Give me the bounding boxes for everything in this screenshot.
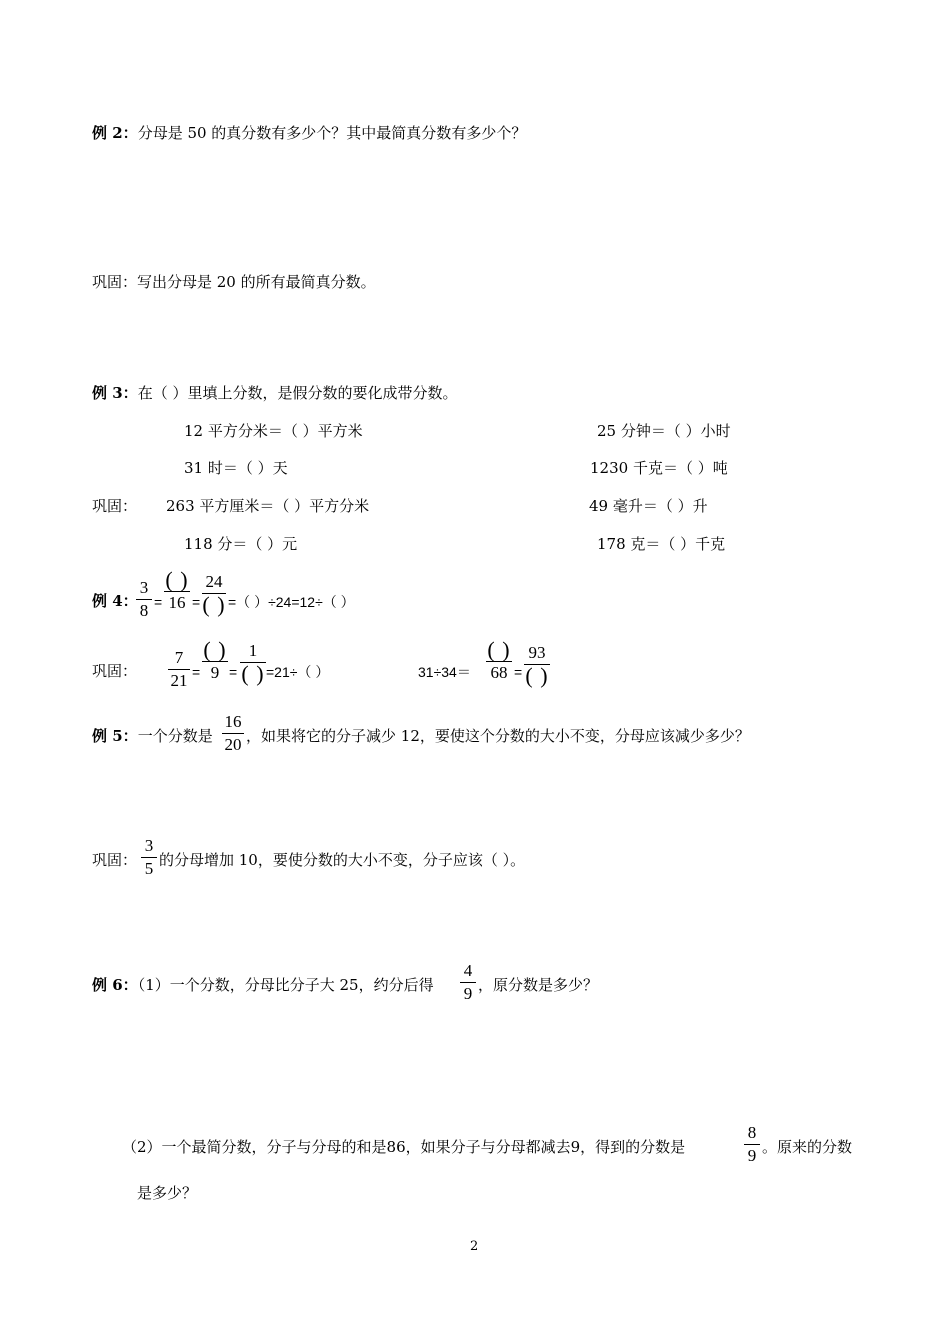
fraction-denominator: 9 bbox=[463, 984, 473, 1003]
fraction-denominator: 9 bbox=[210, 663, 220, 682]
example-6-q1-text-after: ，原分数是多少？ bbox=[478, 976, 599, 994]
fraction-bar bbox=[460, 982, 476, 983]
example-3-practice-item-2: 49 毫升＝（ ）升 bbox=[589, 497, 708, 515]
fraction-bar bbox=[168, 669, 190, 670]
fraction-bar bbox=[222, 733, 244, 734]
fraction-bar bbox=[136, 599, 152, 600]
fraction-denominator: 5 bbox=[144, 859, 154, 878]
example-6-label: 例 6 bbox=[92, 976, 123, 994]
fraction-numerator: 16 bbox=[224, 712, 242, 731]
example-2-practice: 巩固：写出分母是 20 的所有最简真分数。 bbox=[92, 273, 376, 291]
example-3-text: 在（ ）里填上分数，是假分数的要化成带分数。 bbox=[137, 384, 458, 402]
example-4-practice-fraction-3 bbox=[240, 641, 266, 684]
example-3-item-1: 12 平方分米＝（ ）平方米 bbox=[184, 422, 363, 440]
fraction-numerator: 7 bbox=[174, 648, 184, 667]
fraction-numerator: 1 bbox=[248, 641, 258, 660]
fraction-bar bbox=[744, 1144, 760, 1145]
equals-sign: = bbox=[192, 594, 201, 610]
example-3-item-3: 31 时＝（ ）天 bbox=[184, 459, 288, 477]
fraction-numerator: 3 bbox=[139, 578, 149, 597]
example-4-heading bbox=[92, 592, 138, 610]
fraction-denominator: 8 bbox=[139, 601, 149, 620]
example-4-practice-2-fraction-2 bbox=[524, 643, 550, 686]
example-4-practice-2-head: 31÷34＝ bbox=[418, 664, 471, 680]
fraction-denominator: 68 bbox=[490, 663, 508, 682]
fraction-denominator: 21 bbox=[170, 671, 188, 690]
example-4-practice-fraction-1 bbox=[168, 648, 190, 691]
example-4-label: 例 4 bbox=[92, 592, 123, 610]
example-5-practice-text: 的分母增加 10，要使分数的大小不变，分子应该（ ）。 bbox=[159, 851, 526, 869]
example-3-practice-label: 巩固： bbox=[92, 497, 138, 515]
example-4-practice-label: 巩固： bbox=[92, 662, 138, 680]
equals-sign: = bbox=[514, 664, 523, 680]
example-4-practice-2-fraction-1 bbox=[486, 637, 512, 683]
example-3-practice-item-3: 118 分＝（ ）元 bbox=[184, 535, 298, 553]
example-4-practice-tail: =21÷（ ） bbox=[266, 664, 330, 680]
example-5-label: 例 5 bbox=[92, 727, 123, 745]
equals-sign: = bbox=[154, 594, 163, 610]
example-4-fraction-1 bbox=[136, 578, 152, 621]
fraction-numerator: 4 bbox=[463, 961, 473, 980]
example-6-q1-fraction bbox=[460, 961, 476, 1004]
example-5-fraction bbox=[222, 712, 244, 755]
example-6-q2-text-before: （2）一个最简分数，分子与分母的和是86，如果分子与分母都减去9，得到的分数是 bbox=[122, 1138, 686, 1156]
equals-sign: = bbox=[229, 664, 238, 680]
example-4-fraction-2 bbox=[164, 567, 190, 613]
example-5-practice-label: 巩固： bbox=[92, 851, 138, 869]
fraction-denominator: 20 bbox=[224, 735, 242, 754]
equals-sign: = bbox=[192, 664, 201, 680]
example-4-tail: =（ ）÷24=12÷（ ） bbox=[228, 594, 355, 610]
example-5-practice-fraction bbox=[141, 836, 157, 879]
fraction-bar bbox=[141, 857, 157, 858]
example-6-q2-line-2: 是多少？ bbox=[137, 1184, 198, 1202]
example-3-colon: ： bbox=[122, 384, 138, 402]
fraction-blank-numerator: ( ) bbox=[487, 637, 511, 662]
example-3-practice-item-4: 178 克＝（ ）千克 bbox=[597, 535, 726, 553]
example-2-text: 分母是 50 的真分数有多少个？其中最简真分数有多少个？ bbox=[137, 124, 527, 142]
example-3-item-4: 1230 千克＝（ ）吨 bbox=[590, 459, 728, 477]
fraction-blank-denominator: ( ) bbox=[525, 663, 549, 688]
example-3-practice-item-1: 263 平方厘米＝（ ）平方分米 bbox=[166, 497, 370, 515]
example-6-q1-text-before: （1）一个分数，分母比分子大 25，约分后得 bbox=[137, 976, 434, 994]
example-4-fraction-3 bbox=[202, 572, 226, 615]
example-5-colon: ： bbox=[122, 727, 138, 745]
example-2-label: 例 2 bbox=[92, 124, 123, 142]
fraction-blank-numerator: ( ) bbox=[203, 637, 227, 662]
example-5-heading bbox=[92, 727, 213, 745]
example-6-q2-text-after: 。原来的分数 bbox=[762, 1138, 853, 1156]
example-6-q2-fraction bbox=[744, 1123, 760, 1166]
example-3-label: 例 3 bbox=[92, 384, 123, 402]
fraction-numerator: 24 bbox=[205, 572, 223, 591]
fraction-blank-denominator: ( ) bbox=[241, 661, 265, 686]
example-3-instruction bbox=[92, 384, 457, 402]
example-5-text-after: ，如果将它的分子减少 12，要使这个分数的大小不变，分母应该减少多少？ bbox=[246, 727, 750, 745]
example-2-colon: ： bbox=[122, 124, 138, 142]
fraction-denominator: 16 bbox=[168, 593, 186, 612]
example-2-question bbox=[92, 124, 526, 142]
example-5-text-before: 一个分数是 bbox=[137, 727, 213, 745]
example-3-item-2: 25 分钟＝（ ）小时 bbox=[597, 422, 731, 440]
example-6-colon: ： bbox=[122, 976, 138, 994]
example-4-practice-fraction-2 bbox=[202, 637, 228, 683]
fraction-numerator: 93 bbox=[528, 643, 546, 662]
fraction-denominator: 9 bbox=[747, 1146, 757, 1165]
fraction-numerator: 3 bbox=[144, 836, 154, 855]
fraction-blank-numerator: ( ) bbox=[165, 567, 189, 592]
fraction-numerator: 8 bbox=[747, 1123, 757, 1142]
page-number: 2 bbox=[470, 1239, 479, 1254]
example-6-question-1 bbox=[92, 976, 434, 994]
example-4-colon: ： bbox=[122, 592, 138, 610]
fraction-blank-denominator: ( ) bbox=[202, 592, 226, 617]
